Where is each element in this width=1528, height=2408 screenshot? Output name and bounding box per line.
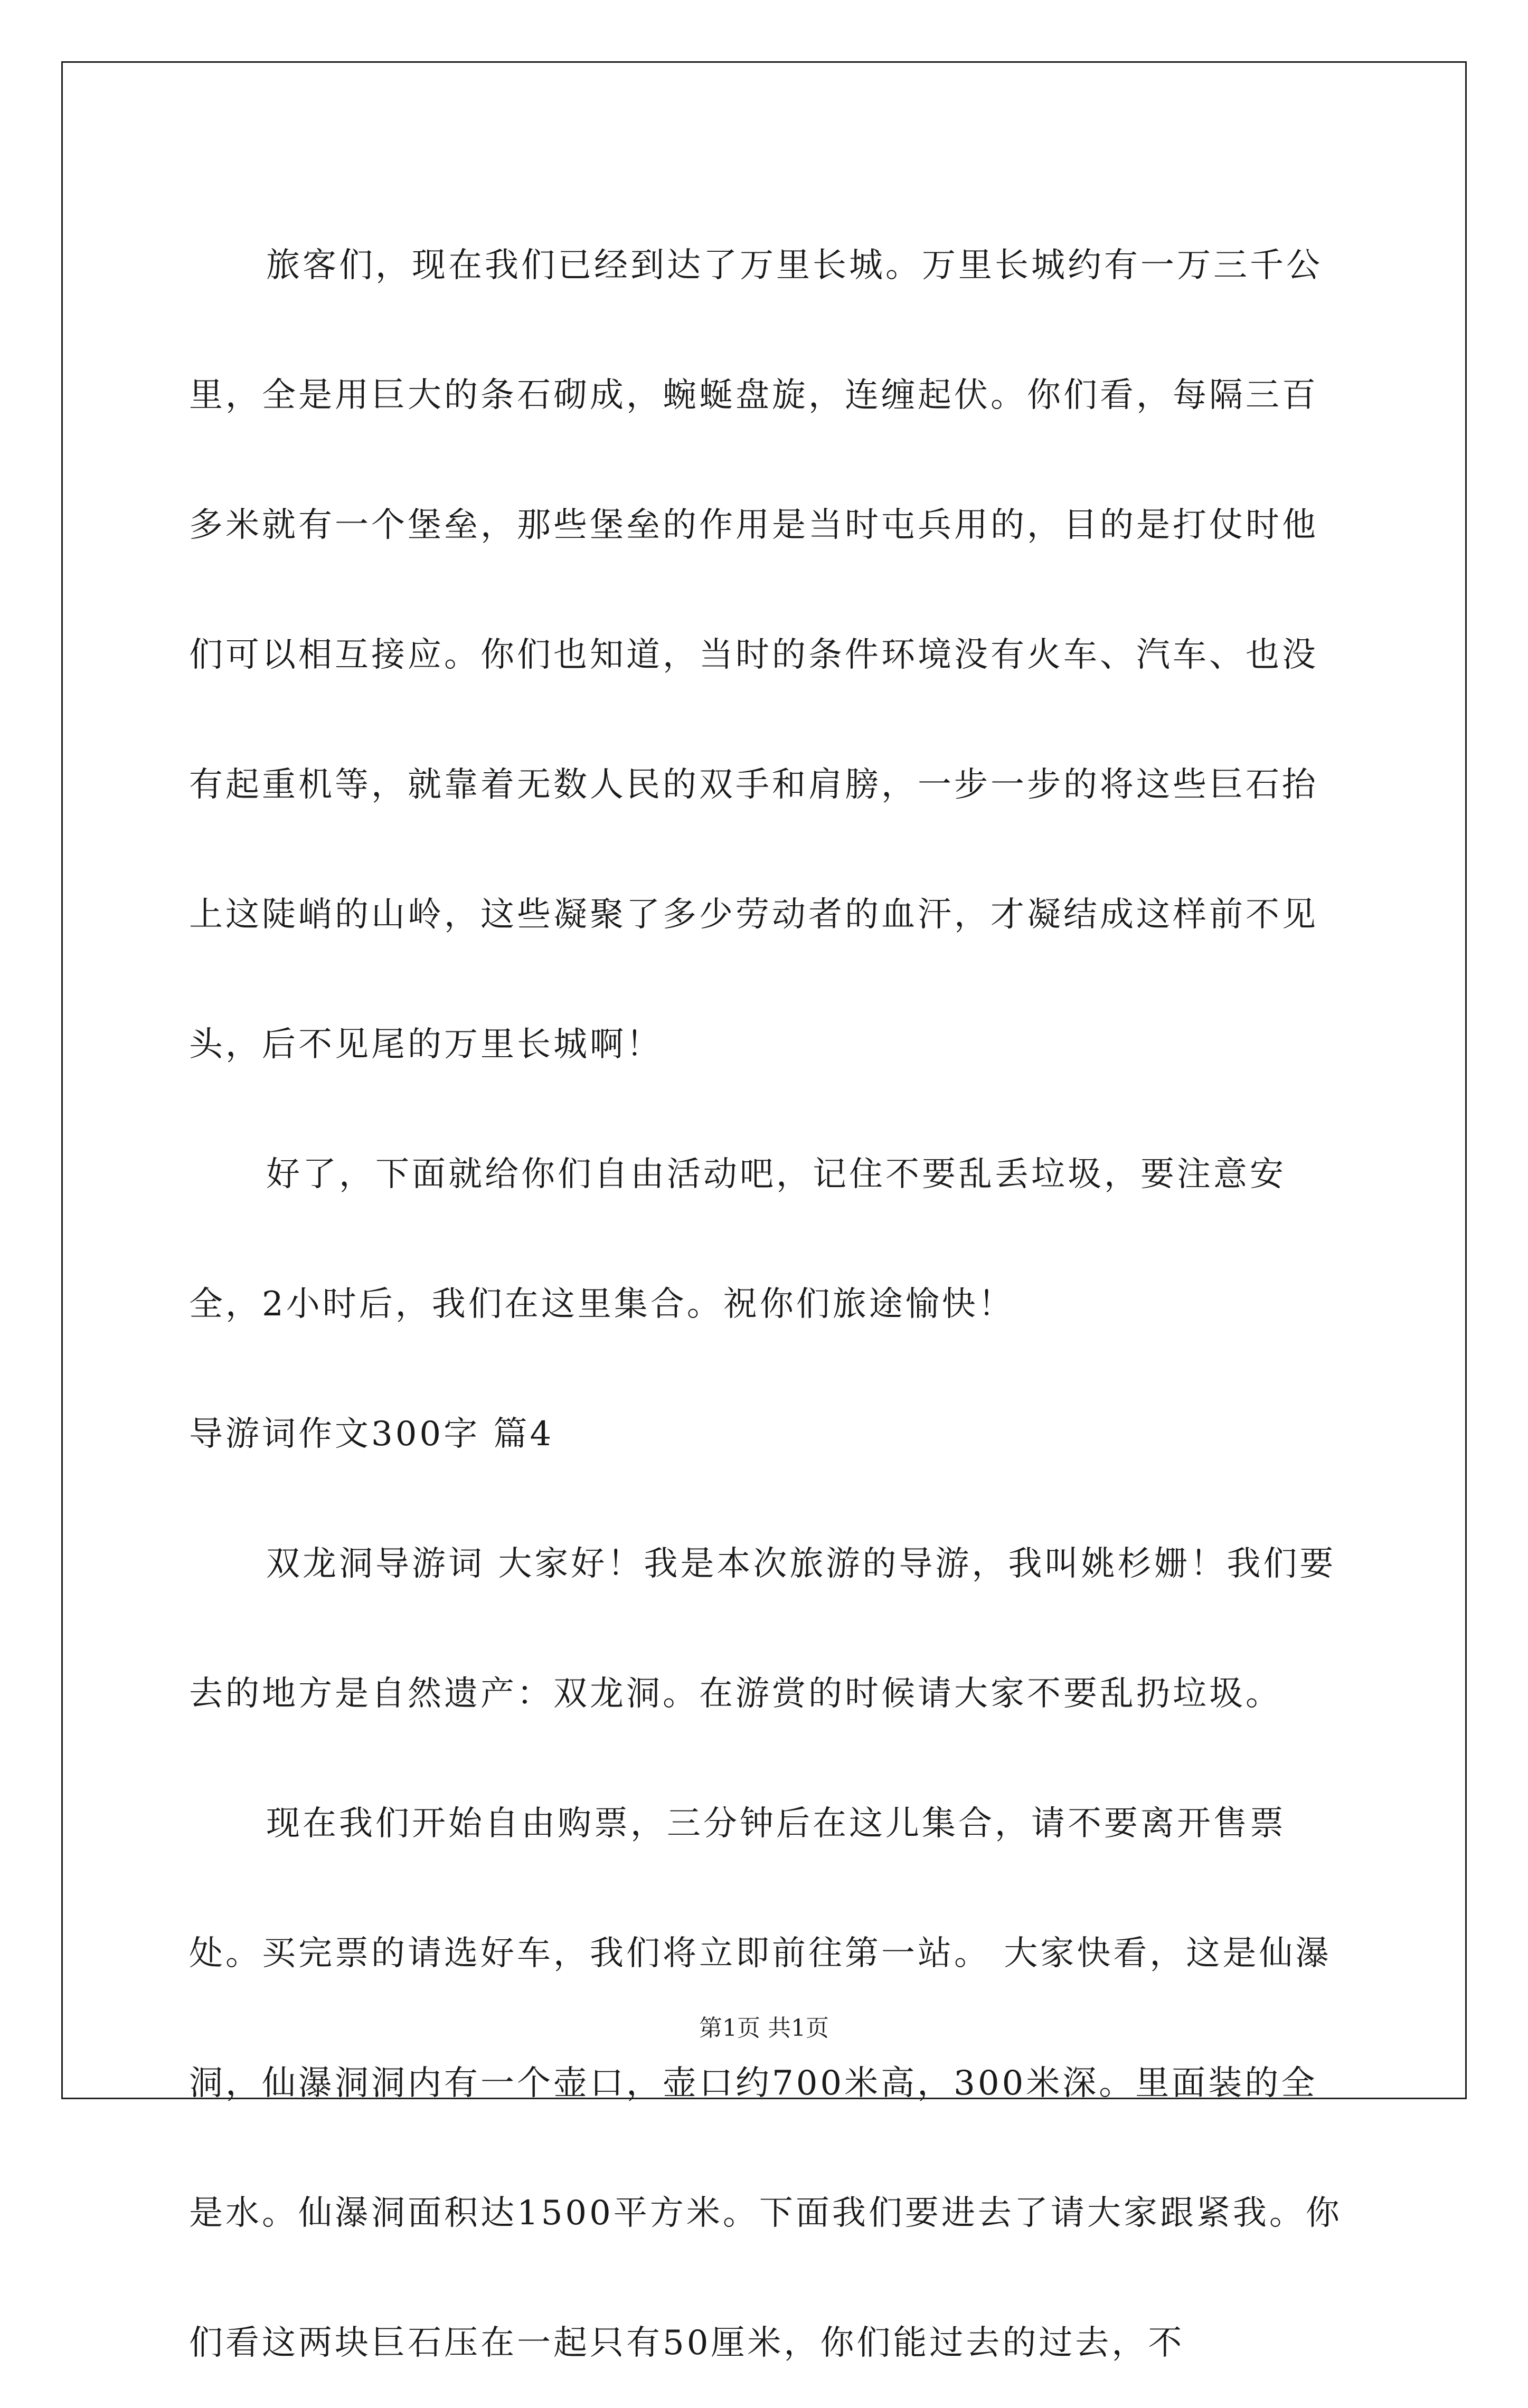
page-footer: 第1页 共1页	[699, 2015, 829, 2042]
section-heading: 导游词作文300字 篇4	[189, 1415, 554, 1454]
paragraph-xianpu-cave: 现在我们开始自由购票，三分钟后在这儿集合，请不要离开售票处。买完票的请选好车，我们将立即前往第一站。 大家快看，这是仙瀑洞，仙瀑洞洞内有一个壶口，壶口约700米高，300米深。里面装的全是水。仙瀑洞面积达1500平方米。下面我们要进去了请大家跟紧我。你们看这两块巨石压在一起只有50厘米，你们能过去的过去，不	[189, 1804, 1342, 2363]
document-body	[189, 201, 1346, 2408]
paragraph-great-wall: 旅客们，现在我们已经到达了万里长城。万里长城约有一万三千公里，全是用巨大的条石砌成，蜿蜒盘旋，连缠起伏。你们看，每隔三百多米就有一个堡垒，那些堡垒的作用是当时屯兵用的，目的是打仗时他们可以相互接应。你们也知道，当时的条件环境没有火车、汽车、也没有起重机等，就靠着无数人民的双手和肩膀，一步一步的将这些巨石抬上这陡峭的山岭，这些凝聚了多少劳动者的血汗，才凝结成这样前不见头，后不见尾的万里长城啊！	[189, 246, 1323, 1064]
paragraph-free-activity: 好了，下面就给你们自由活动吧，记住不要乱丢垃圾，要注意安全，2小时后，我们在这里集合。祝你们旅途愉快！	[189, 1155, 1286, 1324]
paragraph-shuanglong-intro: 双龙洞导游词 大家好！我是本次旅游的导游，我叫姚杉姗！我们要去的地方是自然遗产：双龙洞。在游赏的时候请大家不要乱扔垃圾。	[189, 1544, 1336, 1713]
